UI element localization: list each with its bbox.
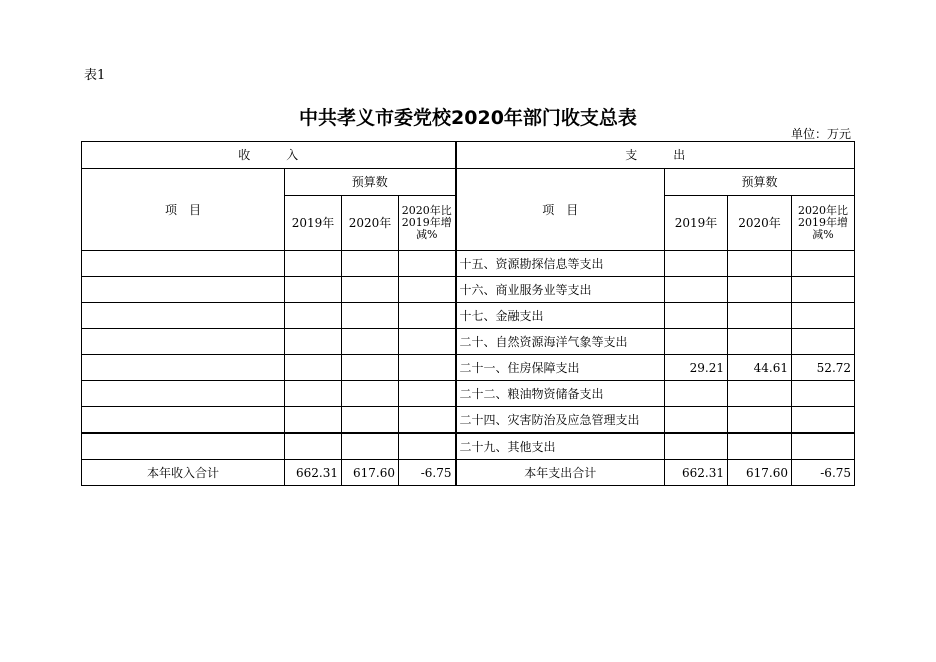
income-total-change: -6.75 xyxy=(399,460,456,486)
table-row xyxy=(82,355,855,381)
expense-change-cell xyxy=(792,251,855,277)
expense-2019-cell xyxy=(665,277,728,303)
table-row xyxy=(82,407,855,434)
income-item-cell xyxy=(82,277,285,303)
income-budget-header: 预算数 xyxy=(285,169,456,196)
expense-2020-cell xyxy=(728,407,792,434)
expense-item-cell: 二十二、粮油物资储备支出 xyxy=(456,381,665,407)
table-row xyxy=(82,303,855,329)
income-2019-cell xyxy=(285,407,342,434)
income-item-header: 项 目 xyxy=(82,169,285,251)
expense-2019-cell xyxy=(665,407,728,434)
income-2020-cell xyxy=(342,329,399,355)
unit-label: 单位：万元 xyxy=(790,127,851,141)
income-2019-cell xyxy=(285,381,342,407)
income-change-cell xyxy=(399,381,456,407)
income-2020-cell xyxy=(342,433,399,460)
income-2019-header: 2019年 xyxy=(285,196,342,251)
expense-item-cell: 十五、资源勘探信息等支出 xyxy=(456,251,665,277)
income-item-cell xyxy=(82,303,285,329)
expense-change-cell xyxy=(792,433,855,460)
table-number-label: 表1 xyxy=(84,68,106,83)
expense-2019-cell xyxy=(665,433,728,460)
expense-change-cell xyxy=(792,329,855,355)
expense-change-cell: 52.72 xyxy=(792,355,855,381)
section-header-row xyxy=(82,142,855,169)
table-row xyxy=(82,381,855,407)
expense-item-header: 项 目 xyxy=(456,169,665,251)
income-change-header: 2020年比2019年增减% xyxy=(399,196,456,251)
expense-2020-cell xyxy=(728,329,792,355)
expense-item-cell: 二十九、其他支出 xyxy=(456,433,665,460)
page-title: 中共孝义市委党校2020年部门收支总表 xyxy=(299,107,637,129)
income-total-2020: 617.60 xyxy=(342,460,399,486)
expense-2020-cell xyxy=(728,277,792,303)
totals-row xyxy=(82,460,855,486)
income-2020-header: 2020年 xyxy=(342,196,399,251)
expense-item-cell: 二十四、灾害防治及应急管理支出 xyxy=(456,407,665,434)
table-row xyxy=(82,433,855,460)
income-item-cell xyxy=(82,407,285,434)
expense-section-header: 支 出 xyxy=(456,142,855,169)
income-item-cell xyxy=(82,381,285,407)
income-2019-cell xyxy=(285,355,342,381)
expense-total-2019: 662.31 xyxy=(665,460,728,486)
expense-2020-cell xyxy=(728,381,792,407)
income-2019-cell xyxy=(285,433,342,460)
expense-change-header: 2020年比2019年增减% xyxy=(792,196,855,251)
income-change-cell xyxy=(399,355,456,381)
expense-total-change: -6.75 xyxy=(792,460,855,486)
income-2019-cell xyxy=(285,277,342,303)
expense-2020-cell xyxy=(728,251,792,277)
income-change-cell xyxy=(399,329,456,355)
income-2020-cell xyxy=(342,381,399,407)
expense-item-cell: 十六、商业服务业等支出 xyxy=(456,277,665,303)
expense-total-label: 本年支出合计 xyxy=(456,460,665,486)
expense-2019-header: 2019年 xyxy=(665,196,728,251)
income-item-cell xyxy=(82,251,285,277)
income-item-cell xyxy=(82,355,285,381)
income-change-cell xyxy=(399,433,456,460)
expense-2020-cell: 44.61 xyxy=(728,355,792,381)
income-2019-cell xyxy=(285,251,342,277)
income-change-cell xyxy=(399,277,456,303)
income-2020-cell xyxy=(342,277,399,303)
expense-change-cell xyxy=(792,277,855,303)
income-2020-cell xyxy=(342,407,399,434)
income-2020-cell xyxy=(342,355,399,381)
budget-summary-table xyxy=(81,141,855,486)
income-2019-cell xyxy=(285,329,342,355)
income-total-2019: 662.31 xyxy=(285,460,342,486)
table-row xyxy=(82,251,855,277)
expense-change-cell xyxy=(792,303,855,329)
column-group-header-row xyxy=(82,169,855,196)
expense-2019-cell xyxy=(665,381,728,407)
expense-item-cell: 二十一、住房保障支出 xyxy=(456,355,665,381)
income-item-cell xyxy=(82,329,285,355)
expense-budget-header: 预算数 xyxy=(665,169,855,196)
expense-2020-header: 2020年 xyxy=(728,196,792,251)
income-section-header: 收 入 xyxy=(82,142,456,169)
expense-2019-cell xyxy=(665,329,728,355)
expense-2019-cell: 29.21 xyxy=(665,355,728,381)
income-change-cell xyxy=(399,251,456,277)
expense-2020-cell xyxy=(728,303,792,329)
income-item-cell xyxy=(82,433,285,460)
expense-2019-cell xyxy=(665,303,728,329)
income-change-cell xyxy=(399,407,456,434)
expense-total-2020: 617.60 xyxy=(728,460,792,486)
income-2019-cell xyxy=(285,303,342,329)
expense-item-cell: 二十、自然资源海洋气象等支出 xyxy=(456,329,665,355)
table-row xyxy=(82,329,855,355)
expense-item-cell: 十七、金融支出 xyxy=(456,303,665,329)
expense-change-cell xyxy=(792,407,855,434)
expense-2020-cell xyxy=(728,433,792,460)
income-change-cell xyxy=(399,303,456,329)
income-2020-cell xyxy=(342,251,399,277)
income-2020-cell xyxy=(342,303,399,329)
income-total-label: 本年收入合计 xyxy=(82,460,285,486)
expense-2019-cell xyxy=(665,251,728,277)
table-row xyxy=(82,277,855,303)
expense-change-cell xyxy=(792,381,855,407)
